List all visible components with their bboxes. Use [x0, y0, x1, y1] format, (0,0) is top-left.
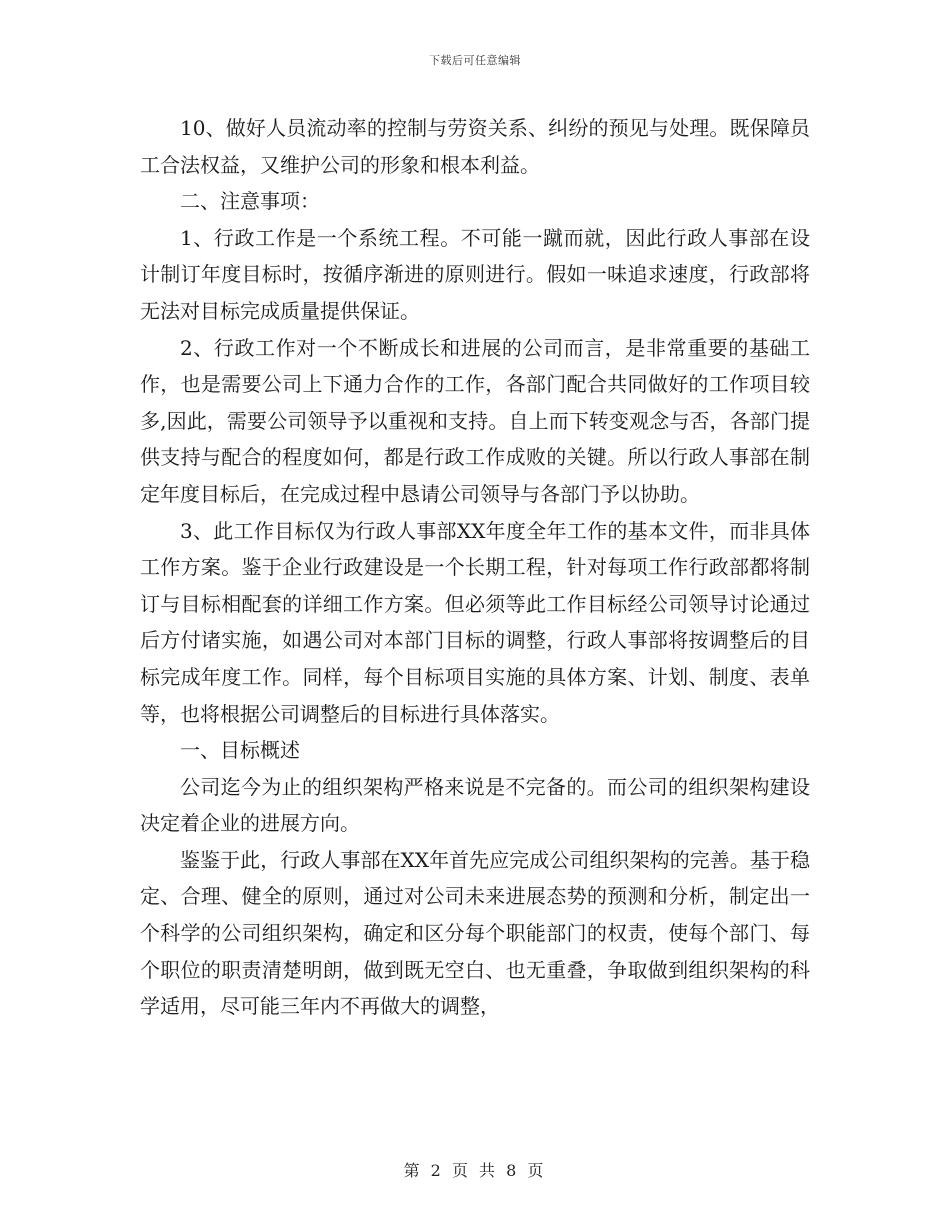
page-header-note: 下载后可任意编辑	[429, 54, 521, 67]
paragraph-item-10: 10、做好人员流动率的控制与劳资关系、纠纷的预见与处理。既保障员工合法权益，又维护公司的形象和根本利益。	[140, 116, 810, 177]
paragraph-overview-1: 公司迄今为止的组织架构严格来说是不完备的。而公司的组织架构建设决定着企业的进展方向。	[140, 774, 810, 836]
paragraph-note-2: 2、行政工作对一个不断成长和进展的公司而言，是非常重要的基础工作，也是需要公司上下通力合作的工作，各部门配合共同做好的工作项目较多,因此，需要公司领导予以重视和支持。自上而下转变观念与否，各部门提供支持与配合的程度如何，都是行政工作成败的关键。所以行政人事部在制定年度目标后，在完成过程中恳请公司领导与各部门予以协助。	[140, 335, 810, 506]
section-heading-notes: 二、注意事项：	[180, 189, 320, 214]
page-number-footer: 第 2 页 共 8 页	[403, 1161, 547, 1180]
paragraph-note-1: 1、行政工作是一个系统工程。不可能一蹴而就，因此行政人事部在设计制订年度目标时，按循序渐进的原则进行。假如一味追求速度，行政部将无法对目标完成质量提供保证。	[140, 225, 810, 323]
section-heading-overview: 一、目标概述	[180, 738, 300, 763]
paragraph-overview-2: 鉴鉴于此，行政人事部在XX年首先应完成公司组织架构的完善。基于稳定、合理、健全的原则，通过对公司未来进展态势的预测和分析，制定出一个科学的公司组织架构，确定和区分每个职能部门的权责，使每个部门、每个职位的职责清楚明朗，做到既无空白、也无重叠，争取做到组织架构的科学适用，尽可能三年内不再做大的调整，	[140, 847, 810, 1019]
document-body	[140, 110, 810, 1025]
paragraph-note-3: 3、此工作目标仅为行政人事部XX年度全年工作的基本文件，而非具体工作方案。鉴于企业行政建设是一个长期工程，针对每项工作行政部都将制订与目标相配套的详细工作方案。但必须等此工作目标经公司领导讨论通过后方付诸实施，如遇公司对本部门目标的调整，行政人事部将按调整后的目标完成年度工作。同样，每个目标项目实施的具体方案、计划、制度、表单等，也将根据公司调整后的目标进行具体落实。	[140, 518, 810, 726]
